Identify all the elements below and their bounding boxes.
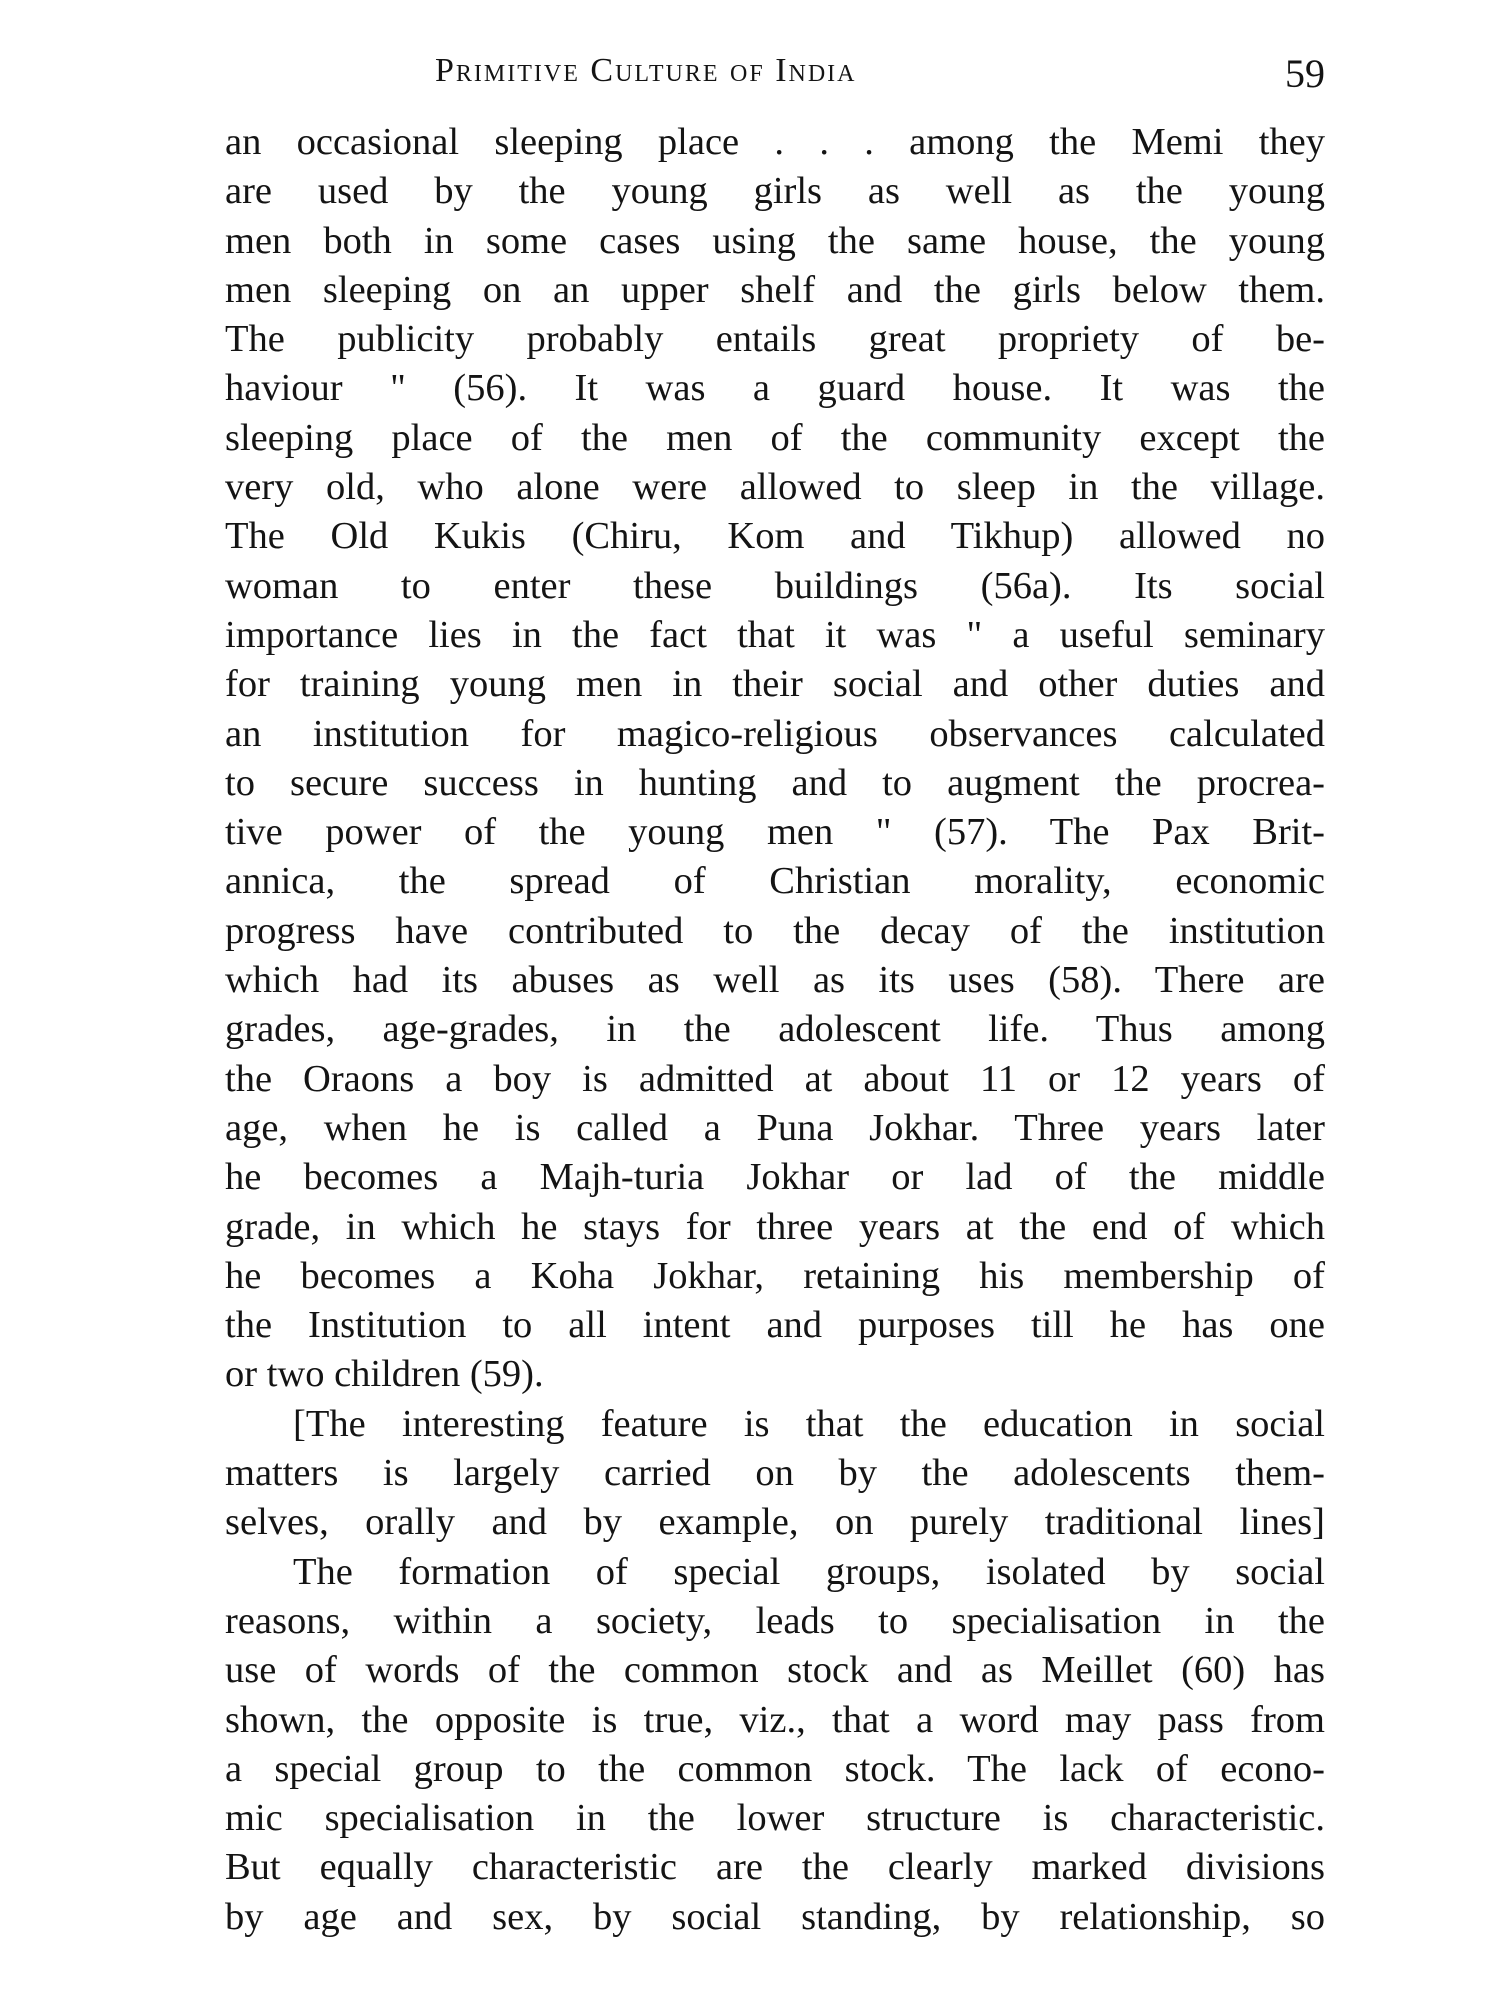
text-line: matters is largely carried on by the adolescents them- xyxy=(225,1452,1325,1495)
text-line: use of words of the common stock and as Meillet (60) has xyxy=(225,1649,1325,1692)
text-line: for training young men in their social and other duties and xyxy=(225,663,1325,706)
text-line: the Institution to all intent and purposes till he has one xyxy=(225,1304,1325,1347)
text-line: grades, age-grades, in the adolescent life. Thus among xyxy=(225,1008,1325,1051)
text-line: the Oraons a boy is admitted at about 11 or 12 years of xyxy=(225,1057,1325,1100)
text-line: or two children (59). xyxy=(225,1353,544,1396)
body-text xyxy=(225,118,1325,1942)
text-line: mic specialisation in the lower structure is characteristic. xyxy=(225,1797,1325,1840)
text-line: men both in some cases using the same house, the young xyxy=(225,219,1325,262)
text-line: [The interesting feature is that the education in social xyxy=(293,1402,1325,1445)
text-line: woman to enter these buildings (56a). Its social xyxy=(225,564,1325,607)
text-line: selves, orally and by example, on purely traditional lines] xyxy=(225,1501,1325,1544)
paragraph-3 xyxy=(225,1548,1325,1942)
text-line: an occasional sleeping place . . . among the Memi they xyxy=(225,121,1325,163)
paragraph-1 xyxy=(225,118,1325,1400)
text-line: annica, the spread of Christian morality, economic xyxy=(225,860,1325,903)
text-line: progress have contributed to the decay of the institution xyxy=(225,909,1325,952)
text-line: grade, in which he stays for three years at the end of which xyxy=(225,1205,1325,1248)
text-line: age, when he is called a Puna Jokhar. Three years later xyxy=(225,1106,1325,1149)
text-line: which had its abuses as well as its uses (58). There are xyxy=(225,959,1325,1002)
text-line: importance lies in the fact that it was " a useful seminary xyxy=(225,613,1325,656)
text-line: he becomes a Koha Jokhar, retaining his membership of xyxy=(225,1254,1325,1297)
running-title: Primitive Culture of India xyxy=(435,52,857,89)
running-header xyxy=(225,48,1325,108)
text-line: by age and sex, by social standing, by relationship, so xyxy=(225,1895,1325,1938)
text-line: he becomes a Majh-turia Jokhar or lad of the middle xyxy=(225,1156,1325,1199)
text-line: are used by the young girls as well as the young xyxy=(225,170,1325,213)
text-line: haviour " (56). It was a guard house. It was the xyxy=(225,367,1325,410)
text-line: an institution for magico-religious observances calculated xyxy=(225,712,1325,755)
text-line: sleeping place of the men of the community except the xyxy=(225,416,1325,459)
text-line: tive power of the young men " (57). The Pax Brit- xyxy=(225,811,1325,854)
text-line: a special group to the common stock. The lack of econo- xyxy=(225,1747,1325,1790)
text-line: shown, the opposite is true, viz., that a word may pass from xyxy=(225,1698,1325,1741)
page-number: 59 xyxy=(1285,51,1325,96)
text-line: to secure success in hunting and to augment the procrea- xyxy=(225,761,1325,804)
text-line: But equally characteristic are the clearly marked divisions xyxy=(225,1846,1325,1889)
paragraph-2 xyxy=(225,1400,1325,1548)
text-line: The Old Kukis (Chiru, Kom and Tikhup) allowed no xyxy=(225,515,1325,558)
text-line: very old, who alone were allowed to sleep in the village. xyxy=(225,466,1325,509)
text-line: men sleeping on an upper shelf and the girls below them. xyxy=(225,268,1325,311)
text-line: The publicity probably entails great propriety of be- xyxy=(225,318,1325,361)
text-line: The formation of special groups, isolated by social xyxy=(293,1550,1325,1593)
text-line: reasons, within a society, leads to specialisation in the xyxy=(225,1599,1325,1642)
